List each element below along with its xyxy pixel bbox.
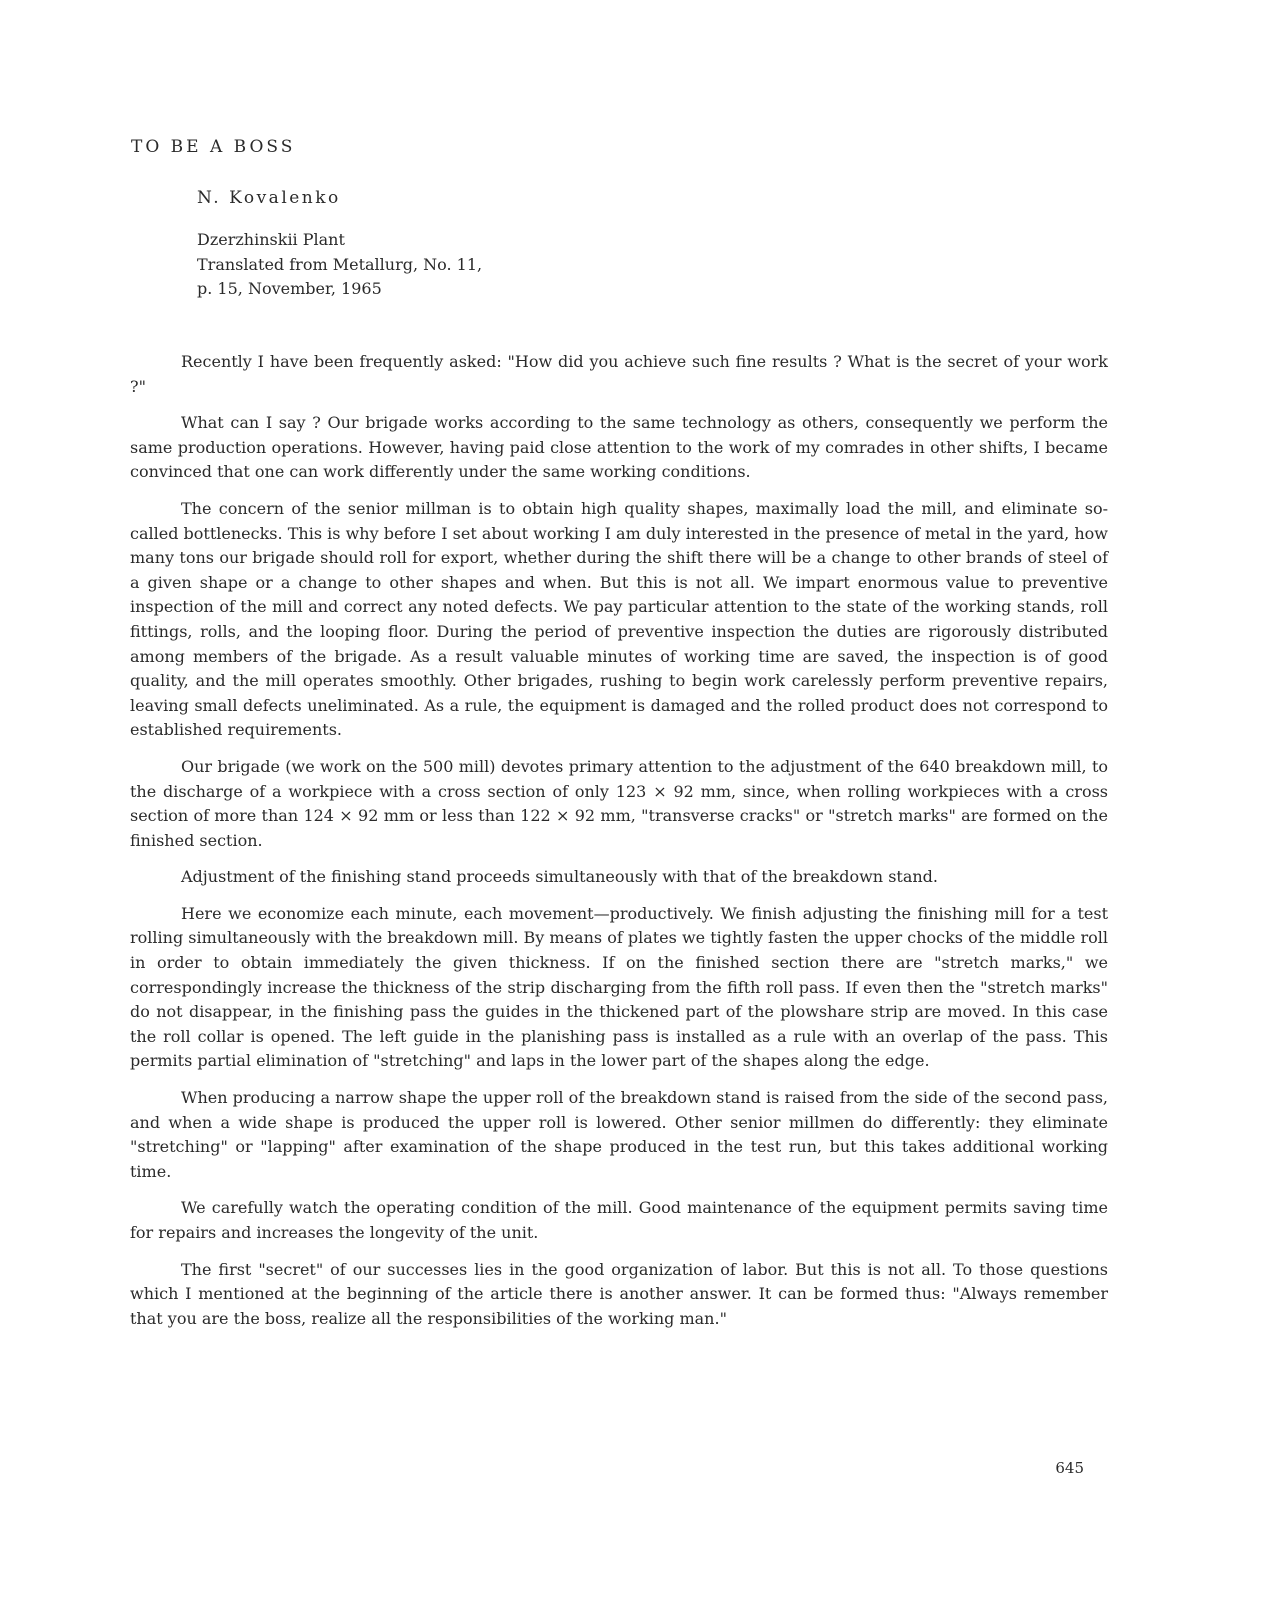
article-source-block — [197, 228, 482, 302]
body-paragraph-4: Our brigade (we work on the 500 mill) devotes primary attention to the adjustment of the 640 breakdown mill, to the discharge of a workpiece with a cross section of only 123 × 92 mm, since, when rolling workpieces with a cross section of more than 124 × 92 mm or less than 122 × 92 mm, "transverse cracks" or "stretch marks" are formed on the finished section. — [130, 756, 1108, 850]
body-paragraph-6: Here we economize each minute, each movement—productively. We finish adjusting the finishing mill for a test rolling simultaneously with the breakdown mill. By means of plates we tightly fasten the upper chocks of the middle roll in order to obtain immediately the given thickness. If on the finished section there are "stretch marks," we correspondingly increase the thickness of the strip discharging from the fifth roll pass. If even then the "stretch marks" do not disappear, in the finishing pass the guides in the thickened part of the plowshare strip are moved. In this case the roll collar is opened. The left guide in the planishing pass is installed as a rule with an overlap of the pass. This permits partial elimination of "stretching" and laps in the lower part of the shapes along the edge. — [130, 903, 1108, 1071]
article-body — [130, 350, 1108, 1343]
body-paragraph-3: The concern of the senior millman is to obtain high quality shapes, maximally load the mill, and eliminate so-called bottlenecks. This is why before I set about working I am duly interested in the presence of metal in the yard, how many tons our brigade should roll for export, whether during the shift there will be a change to other brands of steel of a given shape or a change to other shapes and when. But this is not all. We impart enormous value to preventive inspection of the mill and correct any noted defects. We pay particular attention to the state of the working stands, roll fittings, rolls, and the looping floor. During the period of preventive inspection the duties are rigorously distributed among members of the brigade. As a result valuable minutes of working time are saved, the inspection is of good quality, and the mill operates smoothly. Other brigades, rushing to begin work carelessly perform preventive repairs, leaving small defects uneliminated. As a rule, the equipment is damaged and the rolled product does not correspond to established requirements. — [130, 498, 1108, 740]
body-paragraph-8: We carefully watch the operating condition of the mill. Good maintenance of the equipment permits saving time for repairs and increases the longevity of the unit. — [130, 1198, 1108, 1242]
body-paragraph-1: Recently I have been frequently asked: "How did you achieve such fine results ? What is the secret of your work ?" — [130, 352, 1108, 396]
article-author: N. Kovalenko — [197, 188, 341, 208]
body-paragraph-9: The first "secret" of our successes lies in the good organization of labor. But this is not all. To those questions which I mentioned at the beginning of the article there is another answer. It can be formed thus: "Always remember that you are the boss, realize all the responsibilities of the working man." — [130, 1259, 1108, 1328]
author-affiliation: Dzerzhinskii Plant — [197, 230, 345, 249]
page-number: 645 — [1055, 1459, 1084, 1477]
body-paragraph-2: What can I say ? Our brigade works according to the same technology as others, consequently we perform the same production operations. However, having paid close attention to the work of my comrades in other shifts, I became convinced that one can work differently under the same working conditions. — [130, 413, 1108, 482]
translation-source-line-2: p. 15, November, 1965 — [197, 279, 382, 298]
article-title: TO BE A BOSS — [131, 137, 296, 157]
body-paragraph-7: When producing a narrow shape the upper roll of the breakdown stand is raised from the side of the second pass, and when a wide shape is produced the upper roll is lowered. Other senior millmen do differently: they eliminate "stretching" or "lapping" after examination of the shape produced in the test run, but this takes additional working time. — [130, 1088, 1108, 1181]
body-paragraph-5: Adjustment of the finishing stand proceeds simultaneously with that of the breakdown stand. — [181, 867, 938, 887]
translation-source-line-1: Translated from Metallurg, No. 11, — [197, 254, 483, 274]
